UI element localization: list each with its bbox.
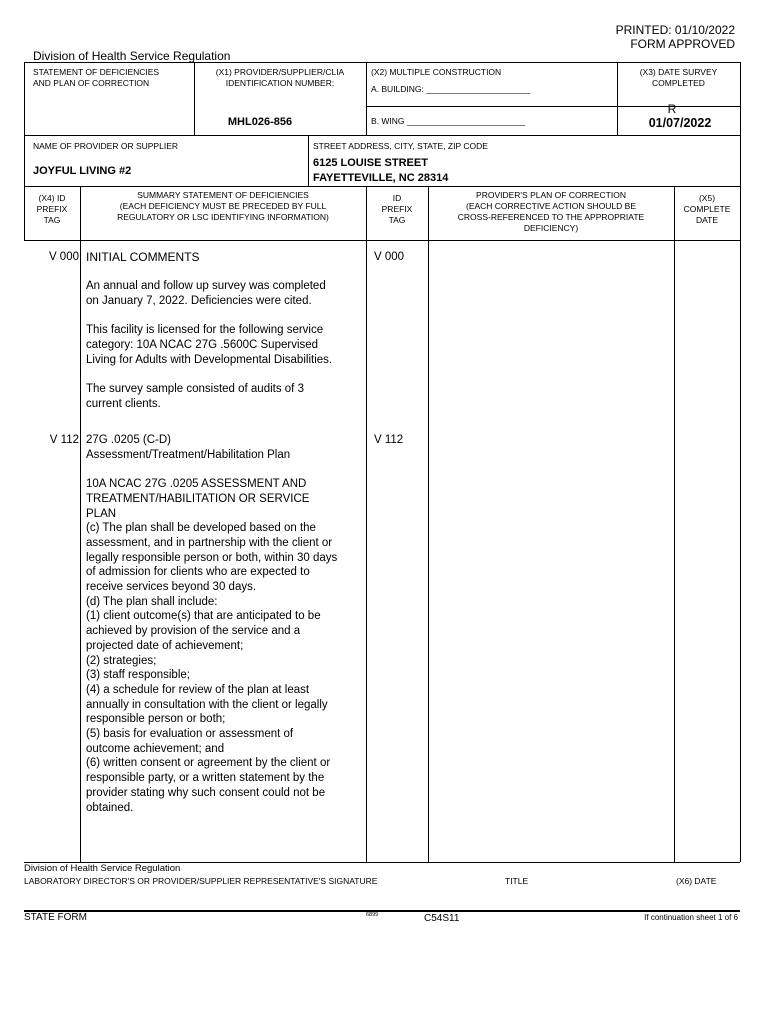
body-line: receive services beyond 30 days. [86, 581, 257, 594]
body-line: on January 7, 2022. Deficiencies were cited. [86, 295, 312, 308]
x5-header-2: COMPLETE [683, 204, 731, 214]
body-line: (5) basis for evaluation or assessment of [86, 728, 294, 741]
body-line: obtained. [86, 801, 134, 814]
statement-label: STATEMENT OF DEFICIENCIES [33, 67, 160, 77]
address-label: STREET ADDRESS, CITY, STATE, ZIP CODE [313, 141, 488, 151]
body-line: (4) a schedule for review of the plan at least [86, 683, 310, 696]
x2-label: (X2) MULTIPLE CONSTRUCTION [371, 67, 502, 77]
x6-date-label: (X6) DATE [676, 876, 717, 886]
summary-header-3: REGULATORY OR LSC IDENTIFYING INFORMATION) [117, 212, 329, 222]
body-line: PLAN [86, 507, 117, 520]
body-line: (c) The plan shall be developed based on the [86, 522, 316, 535]
address-line-2: FAYETTEVILLE, NC 28314 [313, 171, 449, 184]
plan-header: PROVIDER'S PLAN OF CORRECTION [476, 190, 626, 200]
state-form: STATE FORM [24, 912, 87, 923]
sheet-id: C54S11 [424, 913, 460, 924]
body-line: (1) client outcome(s) that are anticipated to be [86, 610, 321, 623]
x5-header: (X5) [698, 193, 716, 203]
x5-header-3: DATE [695, 215, 719, 225]
body-line: (3) staff responsible; [86, 669, 190, 682]
id-header: ID [392, 193, 402, 203]
body-line: responsible party, or a written statement by the [86, 772, 325, 785]
continuation-sheet: If continuation sheet 1 of 6 [644, 913, 738, 922]
body-line: projected date of achievement; [86, 639, 244, 652]
body-line: (6) written consent or agreement by the client or [86, 757, 331, 770]
body-line: This facility is licensed for the following service [86, 324, 324, 337]
plan-header-3: CROSS-REFERENCED TO THE APPROPRIATE [457, 212, 645, 222]
body-line: The survey sample consisted of audits of 3 [86, 383, 304, 396]
body-line: outcome achievement; and [86, 742, 225, 755]
tag-v000: V 000 [48, 251, 79, 263]
entry-title: Assessment/Treatment/Habilitation Plan [86, 448, 291, 461]
form-code: 6899 [366, 912, 379, 918]
x3-value: 01/07/2022 [648, 116, 712, 130]
id-tag-v000: V 000 [374, 251, 405, 263]
statement-label-2: AND PLAN OF CORRECTION [33, 78, 150, 88]
body-line: of admission for clients who are expected to [86, 566, 310, 579]
body-line: current clients. [86, 397, 161, 410]
body-line: TREATMENT/HABILITATION OR SERVICE [86, 492, 310, 505]
x3-label-2: COMPLETED [652, 78, 705, 88]
body-line: 10A NCAC 27G .0205 ASSESSMENT AND [86, 478, 307, 491]
body-line: provider stating why such consent could not be [86, 786, 326, 799]
printed-date: PRINTED: 01/10/2022 [615, 23, 735, 37]
x1-label: (X1) PROVIDER/SUPPLIER/CLIA [215, 67, 345, 77]
provider-name-label: NAME OF PROVIDER OR SUPPLIER [33, 141, 178, 151]
provider-name: JOYFUL LIVING #2 [33, 165, 132, 177]
body-line: responsible person or both; [86, 713, 226, 726]
entry-title: 27G .0205 (C-D) [86, 434, 172, 446]
x4-label-2: PREFIX [36, 204, 68, 214]
body-line: assessment, and in partnership with the client or [86, 536, 333, 549]
plan-header-2: (EACH CORRECTIVE ACTION SHOULD BE [465, 201, 637, 211]
summary-header-2: (EACH DEFICIENCY MUST BE PRECEDED BY FULL [119, 201, 327, 211]
id-header-2: PREFIX [381, 204, 413, 214]
address-line-1: 6125 LOUISE STREET [313, 157, 428, 169]
body-line: achieved by provision of the service and a [86, 625, 301, 638]
footer-division: Division of Health Service Regulation [24, 863, 181, 874]
x1-value: MHL026-856 [227, 116, 293, 128]
body-line: An annual and follow up survey was completed [86, 280, 326, 293]
summary-header: SUMMARY STATEMENT OF DEFICIENCIES [137, 190, 309, 200]
division-title: Division of Health Service Regulation [33, 49, 231, 63]
form-approved: FORM APPROVED [630, 37, 735, 51]
wing-field: B. WING _________________________ [371, 116, 526, 126]
x1-label-2: IDENTIFICATION NUMBER: [225, 78, 335, 88]
signature-label: LABORATORY DIRECTOR'S OR PROVIDER/SUPPLIER REPRESENTATIVE'S SIGNATURE [24, 876, 378, 886]
x3-r: R [667, 102, 677, 116]
body-line: legally responsible person or both, within 30 days [86, 551, 338, 564]
plan-header-4: DEFICIENCY) [523, 223, 579, 233]
x4-label: (X4) ID [38, 193, 66, 203]
body-line: annually in consultation with the client or legally [86, 698, 328, 711]
id-tag-v112: V 112 [374, 434, 404, 446]
entry-title: INITIAL COMMENTS [86, 250, 200, 264]
id-header-3: TAG [388, 215, 406, 225]
title-label: TITLE [505, 876, 529, 886]
x3-label: (X3) DATE SURVEY [639, 67, 718, 77]
body-line: Living for Adults with Developmental Disabilities. [86, 353, 333, 366]
x4-label-3: TAG [43, 215, 61, 225]
body-line: category: 10A NCAC 27G .5600C Supervised [86, 339, 319, 352]
building-field: A. BUILDING: ______________________ [371, 84, 531, 94]
tag-v112: V 112 [49, 434, 79, 446]
body-line: (d) The plan shall include: [86, 595, 218, 608]
body-line: (2) strategies; [86, 654, 157, 667]
